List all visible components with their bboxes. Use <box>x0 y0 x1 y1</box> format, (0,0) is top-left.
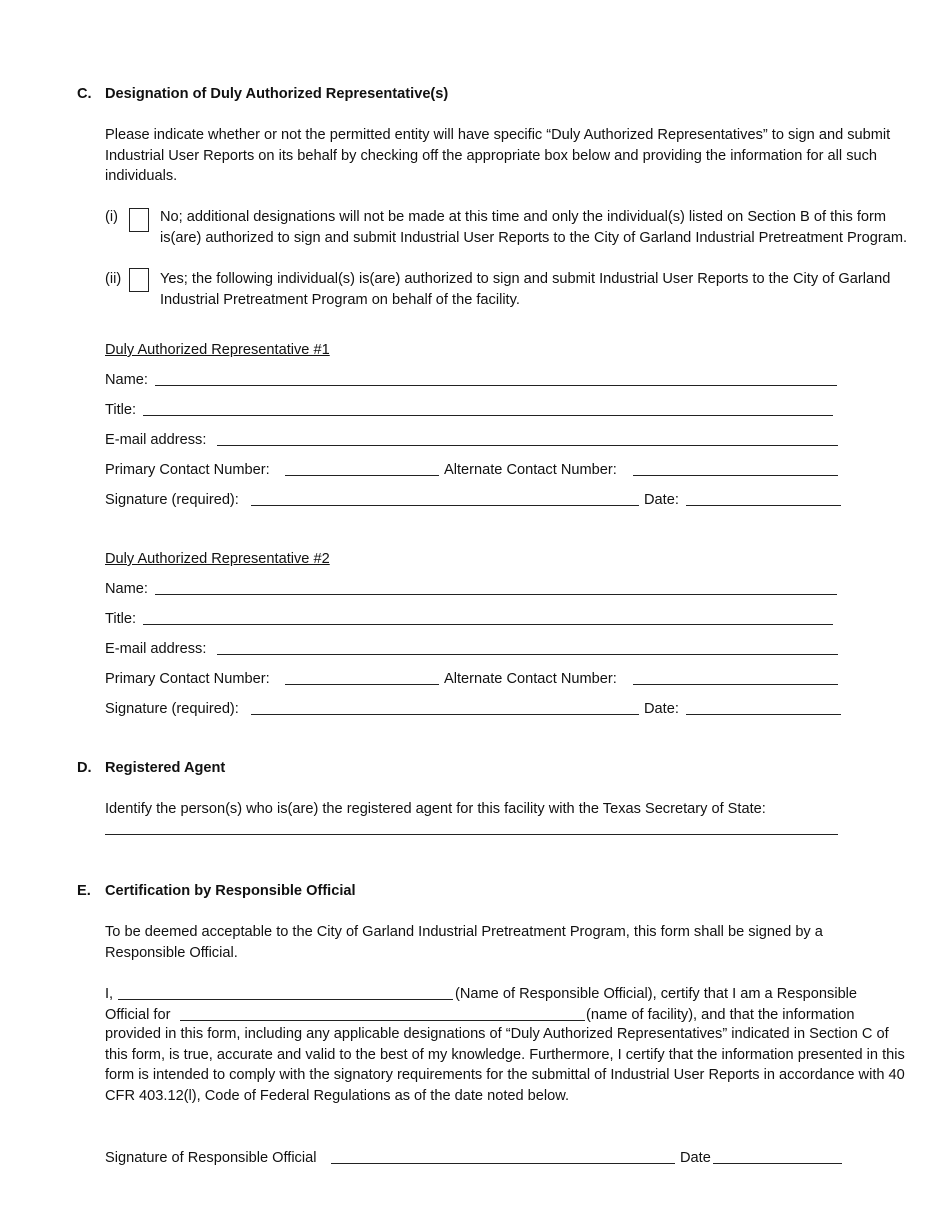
rep2-name-line[interactable] <box>155 594 837 595</box>
option-i-checkbox[interactable] <box>129 208 149 232</box>
rep1-title-label: Title: <box>105 402 137 418</box>
section-c-letter: C. <box>77 86 92 102</box>
cert-official-for-label: Official for <box>105 1007 171 1023</box>
rep2-alternate-line[interactable] <box>633 684 838 685</box>
rep2-date-line[interactable] <box>686 714 841 715</box>
rep2-signature-line[interactable] <box>251 714 639 715</box>
responsible-official-name-line[interactable] <box>118 999 453 1000</box>
section-d-title: Registered Agent <box>105 760 226 776</box>
rep2-signature-label: Signature (required): <box>105 701 239 717</box>
section-c-title: Designation of Duly Authorized Representative(s) <box>105 86 449 102</box>
section-e-title: Certification by Responsible Official <box>105 883 356 899</box>
rep2-heading: Duly Authorized Representative #2 <box>105 551 330 567</box>
responsible-signature-line[interactable] <box>331 1163 675 1164</box>
section-e-letter: E. <box>77 883 91 899</box>
section-c-intro: Please indicate whether or not the permitted entity will have specific “Duly Authorized Representatives” to sign and submit Industrial User Reports on its behalf by checking off the appropriate box below and providing the information for all such individuals. <box>105 127 891 185</box>
rep2-alternate-label: Alternate Contact Number: <box>444 671 617 687</box>
rep1-alternate-label: Alternate Contact Number: <box>444 462 617 478</box>
option-i-text: No; additional designations will not be made at this time and only the individual(s) listed on Section B of this form is(are) authorized to sign and submit Industrial User Reports to the City of Garland Industrial Pretreatment Program. <box>160 209 908 246</box>
registered-agent-line[interactable] <box>105 834 838 835</box>
rep2-title-label: Title: <box>105 611 137 627</box>
section-d-letter: D. <box>77 760 92 776</box>
rep1-date-line[interactable] <box>686 505 841 506</box>
responsible-date-line[interactable] <box>713 1163 842 1164</box>
rep1-title-line[interactable] <box>143 415 833 416</box>
rep1-date-label: Date: <box>644 492 679 508</box>
rep1-signature-line[interactable] <box>251 505 639 506</box>
rep1-email-line[interactable] <box>217 445 838 446</box>
rep2-date-label: Date: <box>644 701 679 717</box>
option-ii-checkbox[interactable] <box>129 268 149 292</box>
rep1-signature-label: Signature (required): <box>105 492 239 508</box>
cert-body: provided in this form, including any applicable designations of “Duly Authorized Representatives” indicated in Section C of this form, is true, accurate and valid to the best of my knowledge. Furthermore, I certify that the information presented in this form is intended to comply with the signatory requirements for the submittal of Industrial User Reports in accordance with 40 CFR 403.12(l), Code of Federal Regulations as of the date noted below. <box>105 1026 905 1104</box>
responsible-signature-label: Signature of Responsible Official <box>105 1150 317 1166</box>
rep2-primary-label: Primary Contact Number: <box>105 671 270 687</box>
option-i-marker: (i) <box>105 209 118 225</box>
rep2-title-line[interactable] <box>143 624 833 625</box>
rep1-heading: Duly Authorized Representative #1 <box>105 342 330 358</box>
rep1-email-label: E-mail address: <box>105 432 207 448</box>
rep2-name-label: Name: <box>105 581 148 597</box>
option-ii-text: Yes; the following individual(s) is(are) authorized to sign and submit Industrial User Reports to the City of Garland Industrial Pretreatment Program on behalf of the facility. <box>160 271 891 308</box>
option-ii-marker: (ii) <box>105 271 122 287</box>
facility-name-line[interactable] <box>180 1020 585 1021</box>
rep1-primary-label: Primary Contact Number: <box>105 462 270 478</box>
cert-facility-hint: (name of facility), and that the information <box>586 1007 855 1023</box>
cert-name-hint: (Name of Responsible Official), certify that I am a Responsible <box>455 986 858 1002</box>
section-d-prompt: Identify the person(s) who is(are) the registered agent for this facility with the Texas Secretary of State: <box>105 801 766 817</box>
rep2-primary-line[interactable] <box>285 684 439 685</box>
cert-i-label: I, <box>105 986 114 1002</box>
rep1-name-label: Name: <box>105 372 148 388</box>
rep1-primary-line[interactable] <box>285 475 439 476</box>
rep1-alternate-line[interactable] <box>633 475 838 476</box>
section-e-intro: To be deemed acceptable to the City of Garland Industrial Pretreatment Program, this form shall be signed by a Responsible Official. <box>105 924 823 961</box>
responsible-date-label: Date <box>680 1150 711 1166</box>
rep2-email-line[interactable] <box>217 654 838 655</box>
rep2-email-label: E-mail address: <box>105 641 207 657</box>
rep1-name-line[interactable] <box>155 385 837 386</box>
